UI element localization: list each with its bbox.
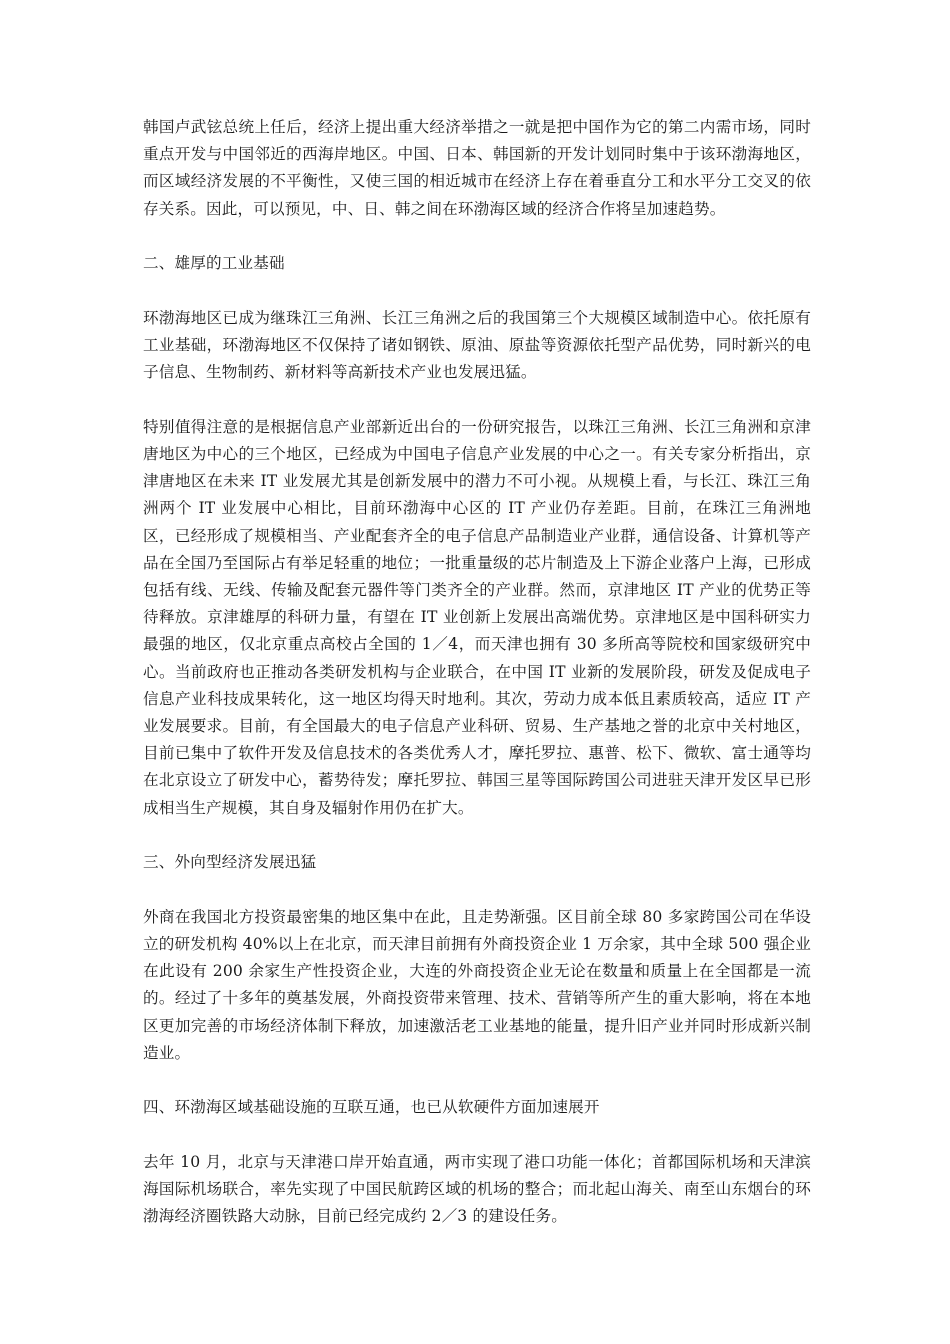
section-heading-4: 四、环渤海区域基础设施的互联互通，也已从软硬件方面加速展开	[143, 1098, 600, 1117]
paragraph-foreign-investment: 外商在我国北方投资最密集的地区集中在此，且走势渐强。区目前全球 80 多家跨国公司在华设立的研发机构 40%以上在北京，而天津目前拥有外商投资企业 1 万余家，其中全球 500 强企业在此设有 200 余家生产性投资企业，大连的外商投资企业无论在数量和质量上在全国都是一流的。经过了十多年的奠基发展，外商投资带来管理、技术、营销等所产生的重大影响，将在本地区更加完善的市场经济体制下释放，加速激活老工业基地的能量，提升旧产业并同时形成新兴制造业。	[143, 907, 811, 1062]
paragraph-infrastructure: 去年 10 月，北京与天津港口岸开始直通，两市实现了港口功能一体化；首都国际机场和天津滨海国际机场联合，率先实现了中国民航跨区域的机场的整合；而北起山海关、南至山东烟台的环渤海经济圈铁路大动脉，目前已经完成约 2／3 的建设任务。	[143, 1153, 811, 1226]
document-page	[143, 114, 811, 1258]
paragraph-it-industry: 特别值得注意的是根据信息产业部新近出台的一份研究报告，以珠江三角洲、长江三角洲和京津唐地区为中心的三个地区，已经成为中国电子信息产业发展的中心之一。有关专家分析指出，京津唐地区在未来 IT 业发展尤其是创新发展中的潜力不可小视。从规模上看，与长江、珠江三角洲两个 IT 业发展中心相比，目前环渤海中心区的 IT 产业仍存差距。目前，在珠江三角洲地区，已经形成了规模相当、产业配套齐全的电子信息产品制造业产业群，通信设备、计算机等产品在全国乃至国际占有举足轻重的地位；一批重量级的芯片制造及上下游企业落户上海，已形成包括有线、无线、传输及配套元器件等门类齐全的产业群。然而，京津地区 IT 产业的优势正等待释放。京津雄厚的科研力量，有望在 IT 业创新上发展出高端优势。京津地区是中国科研实力最强的地区，仅北京重点高校占全国的 1／4，而天津也拥有 30 多所高等院校和国家级研究中心。当前政府也正推动各类研发机构与企业联合，在中国 IT 业新的发展阶段，研发及促成电子信息产业科技成果转化，这一地区均得天时地利。其次，劳动力成本低且素质较高，适应 IT 产业发展要求。目前，有全国最大的电子信息产业科研、贸易、生产基地之誉的北京中关村地区，目前已集中了软件开发及信息技术的各类优秀人才，摩托罗拉、惠普、松下、微软、富士通等均在北京设立了研发中心，蓄势待发；摩托罗拉、韩国三星等国际跨国公司进驻天津开发区早已形成相当生产规模，其自身及辐射作用仍在扩大。	[143, 417, 811, 817]
paragraph-industry: 环渤海地区已成为继珠江三角洲、长江三角洲之后的我国第三个大规模区域制造中心。依托原有工业基础，环渤海地区不仅保持了诸如钢铁、原油、原盐等资源依托型产品优势，同时新兴的电子信息、生物制药、新材料等高新技术产业也发展迅猛。	[143, 308, 811, 382]
section-heading-3: 三、外向型经济发展迅猛	[143, 853, 317, 872]
paragraph-intro: 韩国卢武铉总统上任后，经济上提出重大经济举措之一就是把中国作为它的第二内需市场，同时重点开发与中国邻近的西海岸地区。中国、日本、韩国新的开发计划同时集中于该环渤海地区，而区域经济发展的不平衡性，又使三国的相近城市在经济上存在着垂直分工和水平分工交叉的依存关系。因此，可以预见，中、日、韩之间在环渤海区域的经济合作将呈加速趋势。	[143, 118, 811, 218]
section-heading-2: 二、雄厚的工业基础	[143, 254, 285, 273]
